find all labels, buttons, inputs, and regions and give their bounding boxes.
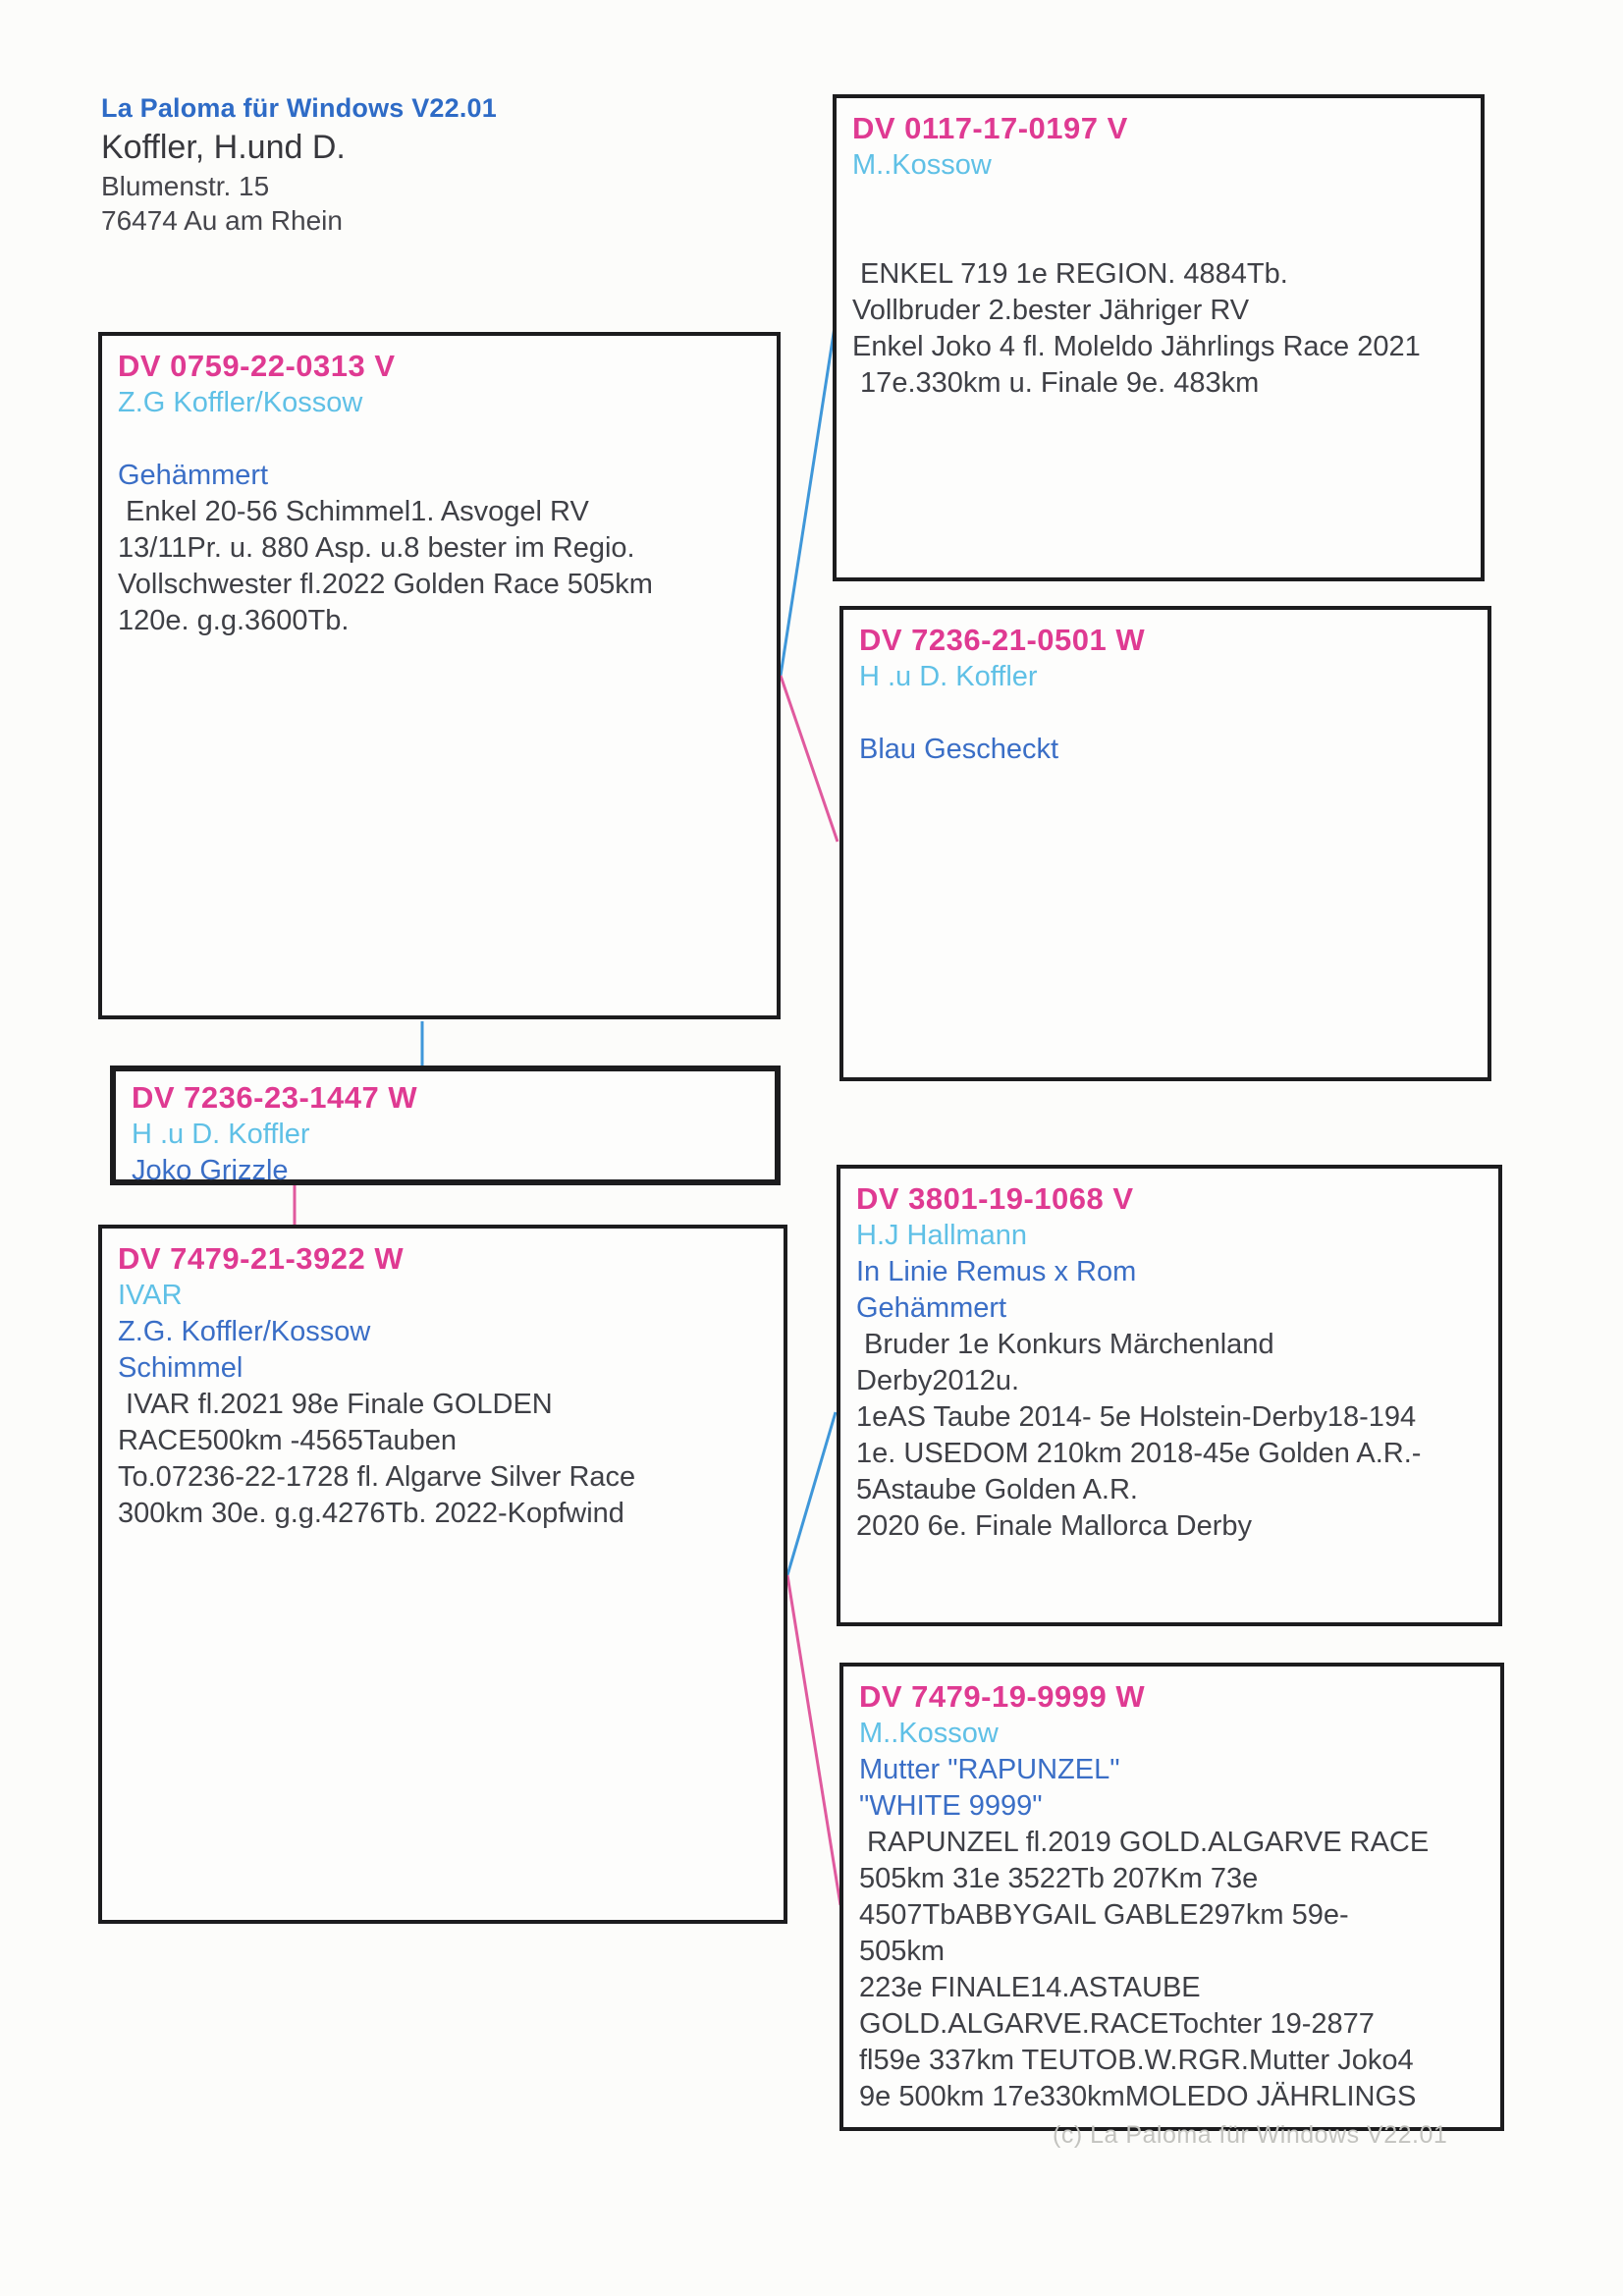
box-lines bbox=[856, 1218, 1498, 1545]
box-text-line: Joko Grizzle bbox=[132, 1155, 289, 1186]
box-text-line: 505km 31e 3522Tb 207Km 73e bbox=[859, 1863, 1259, 1894]
box-text-line: 2020 6e. Finale Mallorca Derby bbox=[856, 1510, 1252, 1542]
box-lines bbox=[118, 1278, 784, 1532]
box-text-line: 223e FINALE14.ASTAUBE bbox=[859, 1972, 1201, 2003]
box-text-line: 13/11Pr. u. 880 Asp. u.8 bester im Regio. bbox=[118, 532, 635, 564]
box-text-line: Z.G Koffler/Kossow bbox=[118, 387, 363, 418]
owner-address-street: Blumenstr. 15 bbox=[101, 171, 270, 201]
box-text-line: Bruder 1e Konkurs Märchenland bbox=[856, 1329, 1274, 1360]
ring-number: DV 7479-21-3922 W bbox=[118, 1241, 405, 1276]
connector-sire-to-siresire bbox=[781, 327, 835, 676]
box-text-line: GOLD.ALGARVE.RACETochter 19-2877 bbox=[859, 2008, 1375, 2040]
box-text-line: In Linie Remus x Rom bbox=[856, 1256, 1137, 1287]
pedigree-box-sire-sire bbox=[833, 94, 1485, 581]
owner-name: Koffler, H.und D. bbox=[101, 129, 346, 166]
box-text-line: M..Kossow bbox=[859, 1718, 999, 1749]
box-text-line: 1eAS Taube 2014- 5e Holstein-Derby18-194 bbox=[856, 1401, 1417, 1433]
box-text-line: Schimmel bbox=[118, 1352, 243, 1384]
connector-dam-to-damdam bbox=[787, 1575, 840, 1905]
pedigree-box-dam bbox=[98, 1225, 787, 1924]
box-text-line: H.J Hallmann bbox=[856, 1220, 1028, 1251]
box-text-line: Blau Gescheckt bbox=[859, 734, 1059, 765]
box-text-line: 300km 30e. g.g.4276Tb. 2022-Kopfwind bbox=[118, 1498, 624, 1529]
ring-number: DV 7236-23-1447 W bbox=[132, 1080, 418, 1115]
ring-number: DV 7479-19-9999 W bbox=[859, 1679, 1146, 1714]
box-text-line: Gehämmert bbox=[118, 460, 269, 491]
ring-number: DV 3801-19-1068 V bbox=[856, 1181, 1134, 1216]
box-text-line: Mutter "RAPUNZEL" bbox=[859, 1754, 1120, 1785]
box-lines bbox=[859, 659, 1488, 768]
box-text-line: 4507TbABBYGAIL GABLE297km 59e- bbox=[859, 1899, 1349, 1931]
box-text-line bbox=[852, 220, 1481, 256]
box-text-line bbox=[859, 695, 1488, 732]
box-text-line: 120e. g.g.3600Tb. bbox=[118, 605, 350, 636]
box-lines bbox=[118, 385, 777, 639]
box-text-line: To.07236-22-1728 fl. Algarve Silver Race bbox=[118, 1461, 636, 1493]
box-text-line: 1e. USEDOM 210km 2018-45e Golden A.R.- bbox=[856, 1438, 1422, 1469]
box-text-line: Z.G. Koffler/Kossow bbox=[118, 1316, 371, 1347]
ring-number: DV 7236-21-0501 W bbox=[859, 623, 1146, 657]
pedigree-box-dam-dam bbox=[839, 1663, 1504, 2131]
box-text-line: ENKEL 719 1e REGION. 4884Tb. bbox=[852, 258, 1288, 290]
box-text-line: IVAR fl.2021 98e Finale GOLDEN bbox=[118, 1389, 553, 1420]
ring-number: DV 0117-17-0197 V bbox=[852, 111, 1128, 145]
box-text-line: Enkel 20-56 Schimmel1. Asvogel RV bbox=[118, 496, 589, 527]
box-lines bbox=[132, 1117, 775, 1189]
box-text-line: H .u D. Koffler bbox=[859, 661, 1038, 692]
box-text-line: RAPUNZEL fl.2019 GOLD.ALGARVE RACE bbox=[859, 1827, 1430, 1858]
box-text-line: Vollbruder 2.bester Jähriger RV bbox=[852, 295, 1250, 326]
box-text-line: Enkel Joko 4 fl. Moleldo Jährlings Race 2021 bbox=[852, 331, 1421, 362]
app-title: La Paloma für Windows V22.01 bbox=[101, 93, 497, 123]
pedigree-box-dam-sire bbox=[837, 1165, 1502, 1626]
box-text-line bbox=[852, 184, 1481, 220]
box-text-line: H .u D. Koffler bbox=[132, 1119, 310, 1150]
box-text-line: 505km bbox=[859, 1936, 946, 1967]
box-text-line bbox=[118, 421, 777, 458]
box-text-line: IVAR bbox=[118, 1280, 183, 1311]
connector-dam-to-damsire bbox=[787, 1412, 836, 1575]
sheet-header bbox=[101, 90, 497, 238]
box-text-line: 17e.330km u. Finale 9e. 483km bbox=[852, 367, 1260, 399]
box-text-line: M..Kossow bbox=[852, 149, 992, 181]
box-lines bbox=[852, 147, 1481, 402]
connector-sire-to-siredam bbox=[781, 676, 838, 842]
pedigree-box-subject bbox=[110, 1066, 781, 1185]
box-text-line: Vollschwester fl.2022 Golden Race 505km bbox=[118, 569, 653, 600]
box-text-line: 9e 500km 17e330kmMOLEDO JÄHRLINGS bbox=[859, 2081, 1417, 2112]
box-text-line: fl59e 337km TEUTOB.W.RGR.Mutter Joko4 bbox=[859, 2045, 1414, 2076]
owner-address-city: 76474 Au am Rhein bbox=[101, 205, 343, 236]
copyright-watermark: (c) La Paloma für Windows V22.01 bbox=[1053, 2121, 1448, 2149]
pedigree-box-sire-dam bbox=[839, 606, 1491, 1081]
pedigree-box-sire bbox=[98, 332, 781, 1019]
box-text-line: 5Astaube Golden A.R. bbox=[856, 1474, 1138, 1505]
box-text-line: Derby2012u. bbox=[856, 1365, 1020, 1396]
ring-number: DV 0759-22-0313 V bbox=[118, 349, 396, 383]
box-text-line: RACE500km -4565Tauben bbox=[118, 1425, 457, 1456]
box-lines bbox=[859, 1716, 1500, 2115]
box-text-line: "WHITE 9999" bbox=[859, 1790, 1043, 1822]
box-text-line: Gehämmert bbox=[856, 1292, 1007, 1324]
